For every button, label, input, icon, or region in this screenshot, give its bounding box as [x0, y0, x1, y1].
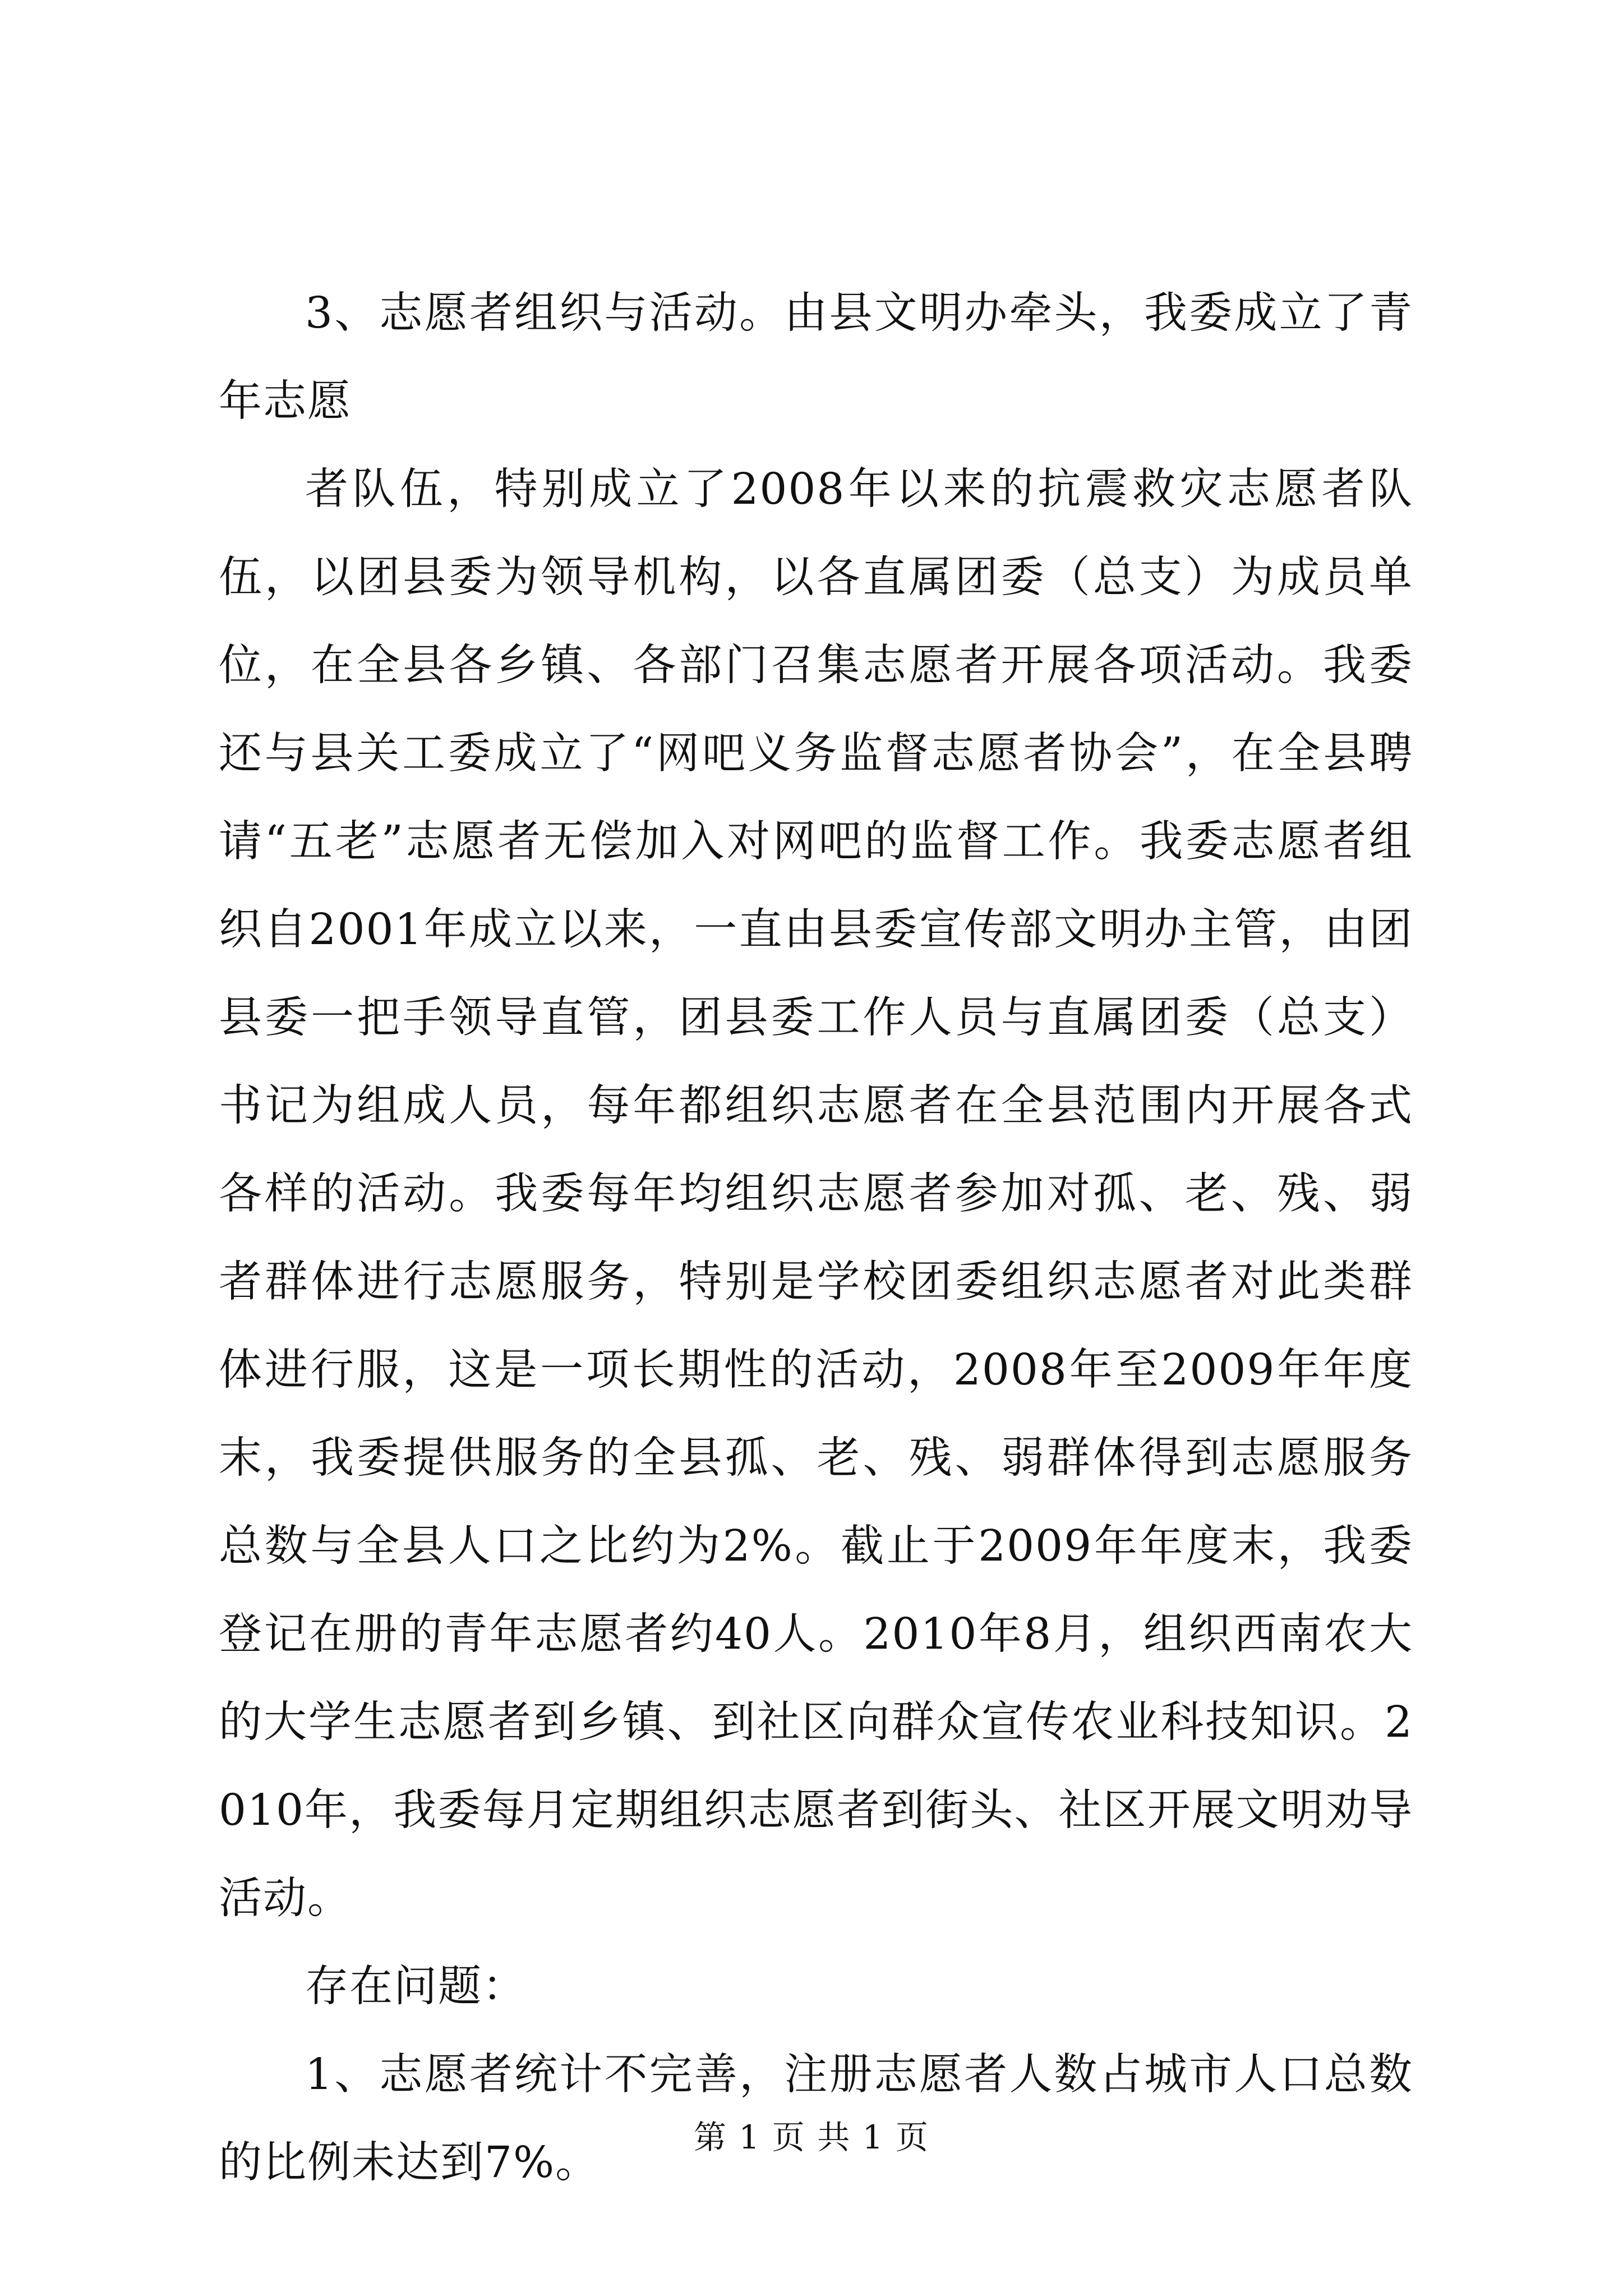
paragraph-problem-1: 1、志愿者统计不完善，注册志愿者人数占城市人口总数的比例未达到7%。 [219, 2050, 1413, 2188]
document-body [219, 269, 1413, 2207]
paragraph-existing-problems-heading: 存在问题： [305, 1962, 527, 2012]
paragraph-volunteer-activities: 者队伍，特别成立了2008年以来的抗震救灾志愿者队伍，以团县委为领导机构，以各直属团委（总支）为成员单位，在全县各乡镇、各部门召集志愿者开展各项活动。我委还与县关工委成立了“网吧义务监督志愿者协会”，在全县聘请“五老”志愿者无偿加入对网吧的监督工作。我委志愿者组织自2001年成立以来，一直由县委宣传部文明办主管，由团县委一把手领导直管，团县委工作人员与直属团委（总支）书记为组成人员，每年都组织志愿者在全县范围内开展各式各样的活动。我委每年均组织志愿者参加对孤、老、残、弱者群体进行志愿服务，特别是学校团委组织志愿者对此类群体进行服，这是一项长期性的活动，2008年至2009年年度末，我委提供服务的全县孤、老、残、弱群体得到志愿服务总数与全县人口之比约为2%。截止于2009年年度末，我委登记在册的青年志愿者约40人。2010年8月，组织西南农大的大学生志愿者到乡镇、到社区向群众宣传农业科技知识。2010年，我委每月定期组织志愿者到街头、社区开展文明劝导活动。 [219, 464, 1413, 1924]
paragraph-volunteer-organization-heading: 3、志愿者组织与活动。由县文明办牵头，我委成立了青年志愿 [219, 288, 1413, 426]
page-footer: 第 1 页 共 1 页 [694, 2118, 929, 2156]
